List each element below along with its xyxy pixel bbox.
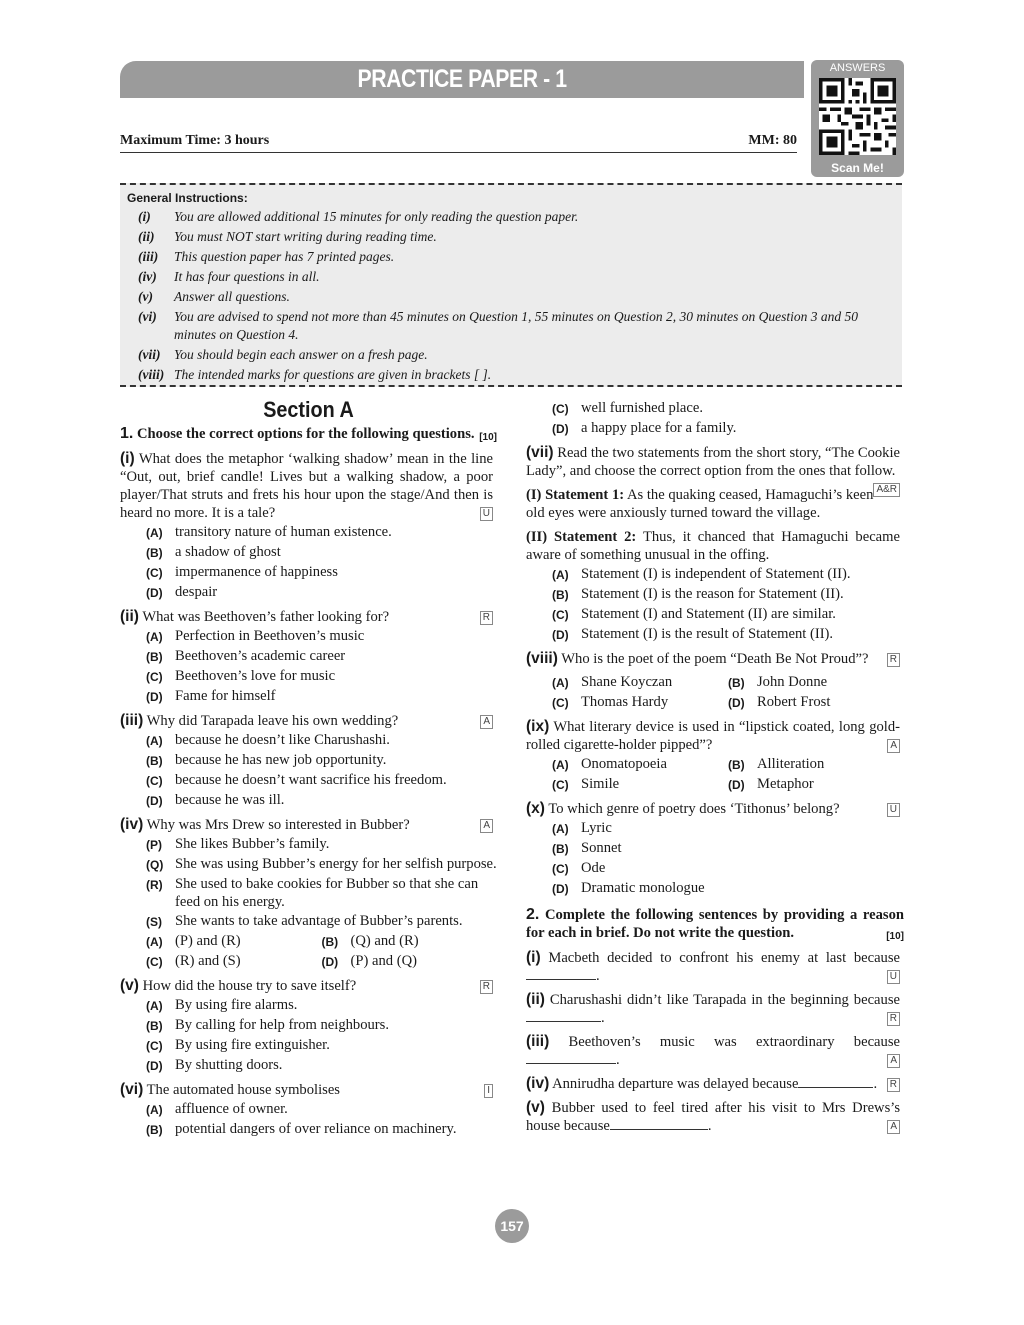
- options-list: [146, 1100, 497, 1139]
- option: (D) Statement (I) is the result of Statement (II).: [552, 626, 834, 642]
- tag-badge: I: [484, 1084, 493, 1098]
- max-marks: MM: 80: [748, 133, 797, 148]
- question-1-i: (i) What does the metaphor ‘walking shadow’ mean in the line “Out, out, brief candle! Lives but a walking shadow, a poor player/That struts and frets his hour upon the stage/And then is heard no more. It is a tale? U: [120, 450, 493, 521]
- general-instructions-box: [120, 183, 902, 387]
- option: (B) Statement (I) is the reason for Statement (II).: [552, 586, 844, 602]
- option: (C) Thomas Hardy: [552, 694, 669, 710]
- question-1-v: (v) How did the house try to save itself? R: [120, 977, 497, 995]
- qr-code-icon: [819, 78, 896, 155]
- marks-badge: [10]: [479, 432, 497, 443]
- answers-qr-box[interactable]: [811, 60, 904, 177]
- option: (C) (R) and (S): [146, 953, 241, 969]
- question-1-vii: (vii) Read the two statements from the short story, “The Cookie Lady”, and choose the correct option from the ones that follow. A&R: [526, 444, 900, 495]
- option: (D) Robert Frost: [728, 694, 831, 710]
- question-2-v: (v) Bubber used to feel tired after his visit to Mrs Drews’s house because . A: [526, 1099, 900, 1134]
- option: (D) Fame for himself: [146, 688, 276, 704]
- question-2-heading: 2. Complete the following sentences by providing a reason for each in brief. Do not write the question. [10]: [526, 906, 904, 942]
- option: (B) potential dangers of over reliance on machinery.: [146, 1121, 457, 1137]
- question-1-viii: (viii) Who is the poet of the poem “Death Be Not Proud”? R: [526, 650, 904, 668]
- instruction-item: (ii) You must NOT start writing during reading time.: [138, 229, 437, 244]
- options-grid: [552, 754, 904, 794]
- section-title: Section A: [263, 397, 354, 422]
- option: (A) because he doesn’t like Charushashi.: [146, 732, 390, 748]
- instruction-item: (iv) It has four questions in all.: [138, 269, 320, 284]
- option: (C) Simile: [552, 776, 620, 792]
- options-list: [146, 731, 497, 810]
- tag-badge: U: [480, 507, 493, 521]
- option: (D) despair: [146, 584, 218, 600]
- option: (Q) She was using Bubber’s energy for her selfish purpose.: [146, 856, 497, 872]
- option: (C) By using fire extinguisher.: [146, 1037, 330, 1053]
- qr-top-label: ANSWERS: [829, 62, 886, 74]
- tag-badge: A: [480, 819, 493, 833]
- page-number: 157: [495, 1209, 529, 1243]
- meta-row: [120, 133, 797, 149]
- option: (C) well furnished place.: [552, 400, 703, 416]
- instruction-item: (viii) The intended marks for questions are given in brackets [ ].: [138, 367, 492, 382]
- option: (A) By using fire alarms.: [146, 997, 298, 1013]
- question-1-ii: (ii) What was Beethoven’s father looking for? R: [120, 608, 497, 626]
- options-list: [146, 627, 497, 706]
- option: (B) (Q) and (R): [321, 933, 419, 949]
- qr-bottom-label: Scan Me!: [831, 161, 884, 175]
- question-1-iv: (iv) Why was Mrs Drew so interested in Bubber? A: [120, 816, 497, 834]
- statement-2: (II) Statement 2: Thus, it chanced that Hamaguchi became aware of something unusual in the offing.: [526, 529, 900, 563]
- question-1-heading: 1. Choose the correct options for the following questions. [10]: [120, 425, 497, 443]
- options-list: [552, 399, 904, 438]
- instruction-item: (iii) This question paper has 7 printed pages.: [138, 249, 395, 264]
- option: (D) Dramatic monologue: [552, 880, 705, 896]
- option: (S) She wants to take advantage of Bubber’s parents.: [146, 913, 463, 929]
- tag-badge: A: [887, 1054, 900, 1068]
- option: (B) By calling for help from neighbours.: [146, 1017, 389, 1033]
- option: (A) transitory nature of human existence.: [146, 524, 392, 540]
- option: (D) a happy place for a family.: [552, 420, 737, 436]
- option: (D) Metaphor: [728, 776, 814, 792]
- tag-badge: U: [887, 803, 900, 817]
- marks-badge: [10]: [886, 931, 904, 942]
- option: (C) because he doesn’t want sacrifice his freedom.: [146, 772, 447, 788]
- question-2-iii: (iii) Beethoven’s music was extraordinary because . A: [526, 1033, 900, 1068]
- tag-badge: R: [887, 1078, 900, 1092]
- left-column: [120, 398, 497, 1139]
- option: (C) Statement (I) and Statement (II) are similar.: [552, 606, 836, 622]
- question-1-iii: (iii) Why did Tarapada leave his own wedding? A: [120, 712, 497, 730]
- right-column: [526, 398, 904, 1135]
- question-1-ix: (ix) What literary device is used in “lipstick coated, long gold-rolled cigarette-holder pipped”? A: [526, 718, 901, 753]
- max-time: Maximum Time: 3 hours: [120, 133, 270, 148]
- tag-badge: R: [887, 1012, 900, 1026]
- option: (A) Statement (I) is independent of Statement (II).: [552, 566, 851, 582]
- options-grid: [146, 931, 497, 971]
- tag-badge: R: [480, 980, 493, 994]
- option: (A) Onomatopoeia: [552, 756, 667, 772]
- option: (C) Beethoven’s love for music: [146, 668, 336, 684]
- option: (B) Sonnet: [552, 840, 622, 856]
- instruction-item: (vi) You are advised to spend not more than 45 minutes on Question 1, 55 minutes on Question 2, 30 minutes on Question 3 and 50 minutes on Question 4.: [138, 309, 858, 342]
- statement-1: (I) Statement 1: As the quaking ceased, Hamaguchi’s keen old eyes were anxiously turned toward the village.: [526, 487, 874, 521]
- option: (B) Beethoven’s academic career: [146, 648, 346, 664]
- options-list: [552, 819, 904, 898]
- instructions-title: General Instructions:: [127, 191, 248, 205]
- option: (A) Shane Koyczan: [552, 674, 673, 690]
- options-list: [552, 565, 904, 644]
- option: (D) By shutting doors.: [146, 1057, 283, 1073]
- options-list: [146, 835, 497, 931]
- option: (C) Ode: [552, 860, 606, 876]
- tag-badge: R: [480, 611, 493, 625]
- option: (B) a shadow of ghost: [146, 544, 281, 560]
- options-list: [146, 996, 497, 1075]
- question-2-iv: (iv) Annirudha departure was delayed because . R: [526, 1075, 904, 1093]
- instruction-item: (i) You are allowed additional 15 minutes for only reading the question paper.: [138, 209, 579, 224]
- header-rule: [120, 152, 797, 153]
- option: (D) (P) and (Q): [321, 953, 417, 969]
- paper-title-banner: [120, 61, 804, 98]
- question-2-i: (i) Macbeth decided to confront his enemy at last because. U: [526, 949, 901, 984]
- option: (B) John Donne: [728, 674, 828, 690]
- paper-title: PRACTICE PAPER - 1: [357, 65, 567, 93]
- option: (A) Perfection in Beethoven’s music: [146, 628, 365, 644]
- option: (R) She used to bake cookies for Bubber so that she can feed on his energy.: [146, 876, 479, 910]
- tag-badge: A&R: [873, 483, 900, 497]
- option: (C) impermanence of happiness: [146, 564, 338, 580]
- instruction-item: (v) Answer all questions.: [138, 289, 290, 304]
- tag-badge: R: [887, 653, 900, 667]
- option: (A) (P) and (R): [146, 933, 241, 949]
- tag-badge: A: [887, 739, 900, 753]
- option: (B) Alliteration: [728, 756, 825, 772]
- options-list: [146, 523, 497, 602]
- options-grid: [552, 672, 904, 712]
- option: (P) She likes Bubber’s family.: [146, 836, 330, 852]
- option: (B) because he has new job opportunity.: [146, 752, 387, 768]
- option: (A) Lyric: [552, 820, 612, 836]
- question-1-vi: (vi) The automated house symbolises I: [120, 1081, 497, 1099]
- instruction-item: (vii) You should begin each answer on a fresh page.: [138, 347, 428, 362]
- question-1-x: (x) To which genre of poetry does ‘Tithonus’ belong? U: [526, 800, 904, 818]
- option: (A) affluence of owner.: [146, 1101, 288, 1117]
- tag-badge: U: [887, 970, 900, 984]
- option: (D) because he was ill.: [146, 792, 285, 808]
- question-2-ii: (ii) Charushashi didn’t like Tarapada in the beginning because. R: [526, 991, 900, 1026]
- tag-badge: A: [480, 715, 493, 729]
- tag-badge: A: [887, 1120, 900, 1134]
